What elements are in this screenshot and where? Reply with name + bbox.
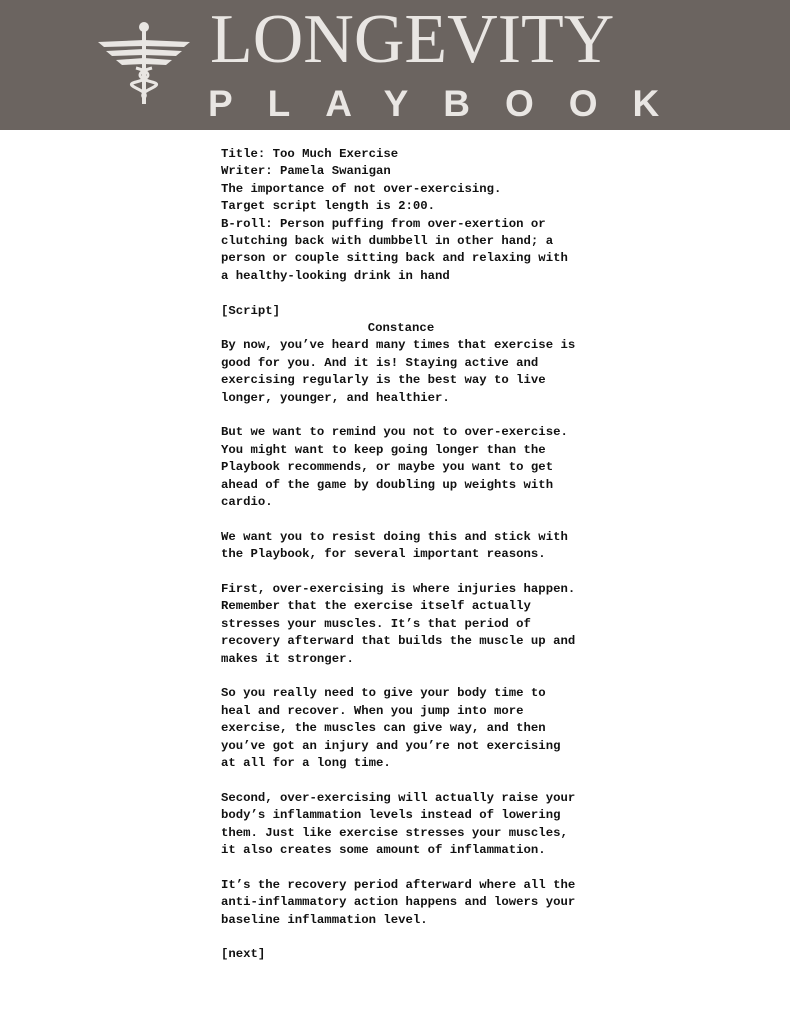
script-paragraph: We want you to resist doing this and stick with the Playbook, for several important reasons. [221,529,568,562]
script-paragraph: But we want to remind you not to over-exercise. You might want to keep going longer than the Playbook recommends, or maybe you want to get ahead of the game by doubling up weights with cardio. [221,425,568,509]
script-document [221,146,581,964]
script-paragraph: It’s the recovery period afterward where all the anti-inflammatory action happens and lowers your baseline inflammation level. [221,877,576,927]
caduceus-icon [92,18,196,106]
header-banner [0,0,790,130]
brand-subtitle: PLAYBOOK [208,83,695,124]
script-paragraph: First, over-exercising is where injuries happen. Remember that the exercise itself actually stresses your muscles. It’s that period of recovery afterward that builds the muscle up and makes it stronger. [221,582,576,666]
title-line: Title: Too Much Exercise [221,147,399,161]
broll-paragraph [221,216,581,286]
script-paragraph: So you really need to give your body time to heal and recover. When you jump into more exercise, the muscles can give way, and then you’ve got an injury and you’re not exercising at all for a long time. [221,686,561,771]
script-paragraph: Second, over-exercising will actually raise your body’s inflammation levels instead of lowering them. Just like exercise stresses your muscles, it also creates some amount of inflammation. [221,790,576,858]
brand-title: LONGEVITY [210,1,615,78]
length-line: Target script length is 2:00. [221,199,436,214]
script-marker: [Script] [221,303,281,318]
character-name: Constance [367,320,435,335]
broll-line: B-roll: Person puffing from over-exertion or clutching back with dumbbell in other hand; a person or couple sitting back and relaxing with a healthy-looking drink in hand [221,216,568,283]
writer-line: Writer: Pamela Swanigan [221,164,391,179]
next-marker: [next] [221,947,266,962]
script-paragraph: By now, you’ve heard many times that exercise is good for you. And it is! Staying active and exercising regularly is the best way to live longer, younger, and healthier. [221,338,576,405]
summary-line: The importance of not over-exercising. [221,181,502,196]
